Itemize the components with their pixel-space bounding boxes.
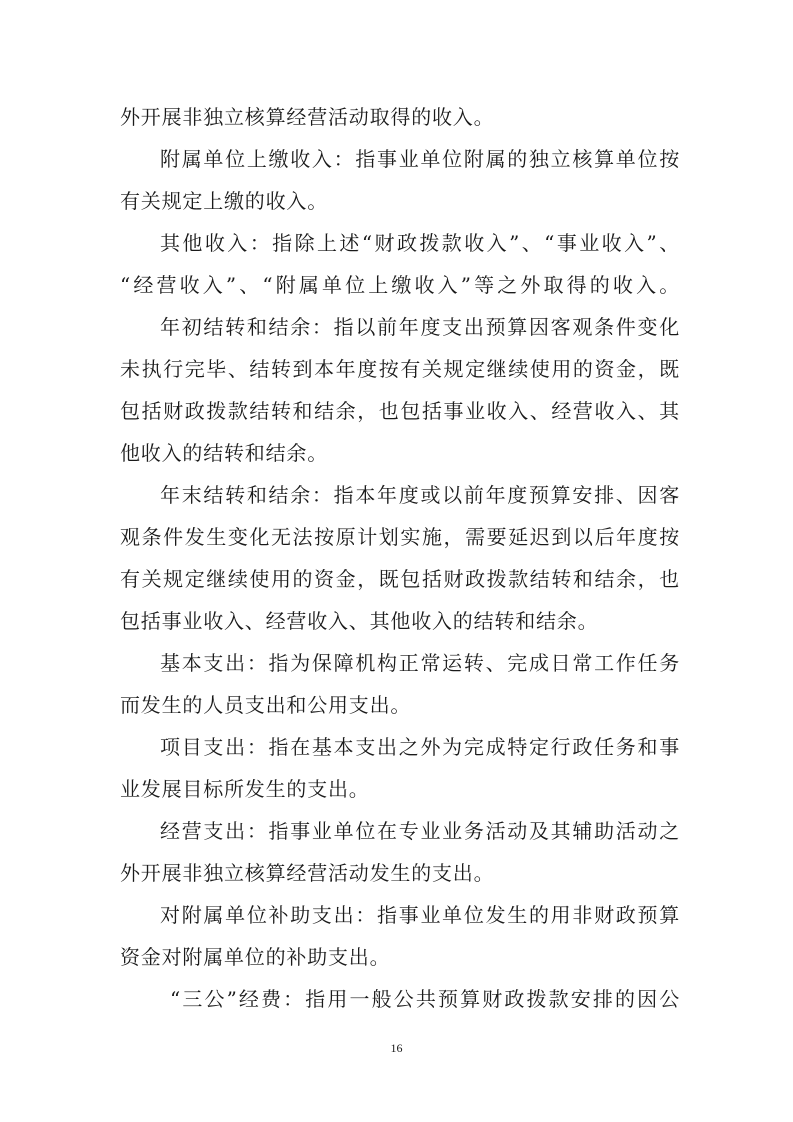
- text-line: 外开展非独立核算经营活动发生的支出。: [120, 861, 495, 885]
- page-number: 16: [390, 1041, 403, 1055]
- text-line: 项目支出：指在基本支出之外为完成特定行政任务和事: [160, 735, 680, 759]
- text-line: 外开展非独立核算经营活动取得的收入。: [120, 105, 495, 129]
- text-line: 包括事业收入、经营收入、其他收入的结转和结余。: [120, 609, 599, 633]
- text-line: 观条件发生变化无法按原计划实施，需要延迟到以后年度按: [120, 525, 680, 549]
- text-line: 有关规定继续使用的资金，既包括财政拨款结转和结余，也: [120, 567, 680, 591]
- text-line: 经营支出：指事业单位在专业业务活动及其辅助活动之: [160, 819, 680, 843]
- text-line: “三公”经费：指用一般公共预算财政拨款安排的因公: [170, 987, 680, 1011]
- text-line: 业发展目标所发生的支出。: [120, 777, 370, 801]
- text-line: “经营收入”、“附属单位上缴收入”等之外取得的收入。: [120, 273, 680, 297]
- text-line: 未执行完毕、结转到本年度按有关规定继续使用的资金，既: [120, 357, 680, 381]
- body-text: [120, 96, 680, 1020]
- text-line: 资金对附属单位的补助支出。: [120, 945, 391, 969]
- text-line: 对附属单位补助支出：指事业单位发生的用非财政预算: [160, 903, 680, 927]
- text-line: 其他收入：指除上述“财政拨款收入”、“事业收入”、: [160, 231, 680, 255]
- text-line: 他收入的结转和结余。: [120, 441, 328, 465]
- text-line: 包括财政拨款结转和结余，也包括事业收入、经营收入、其: [120, 399, 680, 423]
- text-line: 年末结转和结余：指本年度或以前年度预算安排、因客: [160, 483, 680, 507]
- text-line: 有关规定上缴的收入。: [120, 189, 328, 213]
- text-line: 年初结转和结余：指以前年度支出预算因客观条件变化: [160, 315, 680, 339]
- text-line: 附属单位上缴收入：指事业单位附属的独立核算单位按: [160, 147, 680, 171]
- text-line: 而发生的人员支出和公用支出。: [120, 693, 412, 717]
- text-line: 基本支出：指为保障机构正常运转、完成日常工作任务: [160, 651, 680, 675]
